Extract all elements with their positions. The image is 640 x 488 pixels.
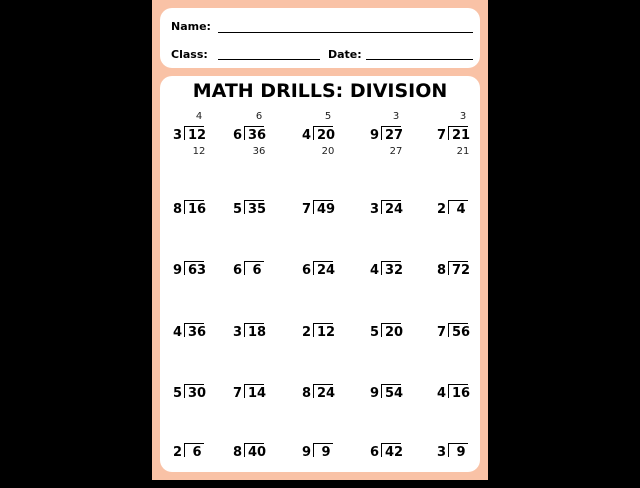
divisor: 6 — [369, 445, 379, 460]
dividend: 18 — [247, 325, 267, 340]
division-problem — [230, 185, 286, 245]
class-line[interactable] — [218, 59, 320, 60]
division-problem — [170, 369, 226, 429]
dividend: 16 — [187, 202, 207, 217]
division-problem — [170, 246, 226, 306]
product: 12 — [192, 146, 206, 157]
name-label: Name: — [171, 20, 211, 33]
divisor: 6 — [301, 263, 311, 278]
divisor: 3 — [172, 128, 182, 143]
divisor: 6 — [232, 128, 242, 143]
division-problem — [434, 369, 490, 429]
dividend: 42 — [384, 445, 404, 460]
dividend: 49 — [316, 202, 336, 217]
dividend: 21 — [451, 128, 471, 143]
dividend: 56 — [451, 325, 471, 340]
dividend: 35 — [247, 202, 267, 217]
dividend: 12 — [316, 325, 336, 340]
division-problem — [299, 246, 355, 306]
division-problem — [230, 369, 286, 429]
divisor: 8 — [232, 445, 242, 460]
product: 20 — [321, 146, 335, 157]
division-problem — [367, 111, 423, 171]
division-problem — [230, 246, 286, 306]
header-card — [160, 8, 480, 68]
divisor: 7 — [232, 386, 242, 401]
divisor: 7 — [301, 202, 311, 217]
division-problem — [299, 111, 355, 171]
dividend: 36 — [187, 325, 207, 340]
divisor: 3 — [436, 445, 446, 460]
dividend: 36 — [247, 128, 267, 143]
division-problem — [367, 428, 423, 488]
dividend: 9 — [321, 445, 331, 460]
dividend: 20 — [316, 128, 336, 143]
dividend: 40 — [247, 445, 267, 460]
division-problem — [434, 308, 490, 368]
divisor: 6 — [232, 263, 242, 278]
division-problem — [230, 428, 286, 488]
divisor: 9 — [369, 386, 379, 401]
divisor: 7 — [436, 325, 446, 340]
dividend: 63 — [187, 263, 207, 278]
quotient: 3 — [392, 111, 400, 122]
product: 36 — [252, 146, 266, 157]
division-problem — [434, 185, 490, 245]
dividend: 6 — [192, 445, 202, 460]
dividend: 6 — [252, 263, 262, 278]
product: 21 — [456, 146, 470, 157]
division-problem — [170, 185, 226, 245]
divisor: 8 — [301, 386, 311, 401]
dividend: 4 — [456, 202, 466, 217]
quotient: 3 — [459, 111, 467, 122]
divisor: 9 — [369, 128, 379, 143]
product: 27 — [389, 146, 403, 157]
divisor: 4 — [301, 128, 311, 143]
divisor: 4 — [172, 325, 182, 340]
divisor: 9 — [172, 263, 182, 278]
dividend: 54 — [384, 386, 404, 401]
division-problem — [434, 428, 490, 488]
divisor: 5 — [369, 325, 379, 340]
division-problem — [299, 428, 355, 488]
dividend: 24 — [316, 386, 336, 401]
division-problem — [367, 185, 423, 245]
dividend: 20 — [384, 325, 404, 340]
dividend: 14 — [247, 386, 267, 401]
divisor: 3 — [232, 325, 242, 340]
divisor: 9 — [301, 445, 311, 460]
division-problem — [170, 428, 226, 488]
dividend: 9 — [456, 445, 466, 460]
division-problem — [170, 308, 226, 368]
dividend: 32 — [384, 263, 404, 278]
division-problem — [367, 246, 423, 306]
division-problem — [434, 111, 490, 171]
divisor: 5 — [172, 386, 182, 401]
divisor: 4 — [369, 263, 379, 278]
divisor: 4 — [436, 386, 446, 401]
dividend: 24 — [384, 202, 404, 217]
divisor: 2 — [301, 325, 311, 340]
dividend: 16 — [451, 386, 471, 401]
division-problem — [367, 369, 423, 429]
name-line[interactable] — [218, 32, 473, 33]
divisor: 2 — [172, 445, 182, 460]
divisor: 8 — [436, 263, 446, 278]
divisor: 5 — [232, 202, 242, 217]
dividend: 24 — [316, 263, 336, 278]
division-problem — [230, 111, 286, 171]
division-problem — [170, 111, 226, 171]
quotient: 5 — [324, 111, 332, 122]
class-label: Class: — [171, 48, 208, 61]
division-problem — [230, 308, 286, 368]
dividend: 27 — [384, 128, 404, 143]
divisor: 3 — [369, 202, 379, 217]
divisor: 8 — [172, 202, 182, 217]
division-problem — [434, 246, 490, 306]
division-problem — [299, 308, 355, 368]
divisor: 7 — [436, 128, 446, 143]
divisor: 2 — [436, 202, 446, 217]
drill-card — [160, 76, 480, 472]
quotient: 4 — [195, 111, 203, 122]
dividend: 12 — [187, 128, 207, 143]
division-problem — [299, 185, 355, 245]
page-title: MATH DRILLS: DIVISION — [192, 80, 448, 102]
worksheet-page — [152, 0, 488, 480]
dividend: 72 — [451, 263, 471, 278]
dividend: 30 — [187, 386, 207, 401]
date-label: Date: — [328, 48, 362, 61]
division-problem — [367, 308, 423, 368]
division-problem — [299, 369, 355, 429]
quotient: 6 — [255, 111, 263, 122]
date-line[interactable] — [366, 59, 473, 60]
